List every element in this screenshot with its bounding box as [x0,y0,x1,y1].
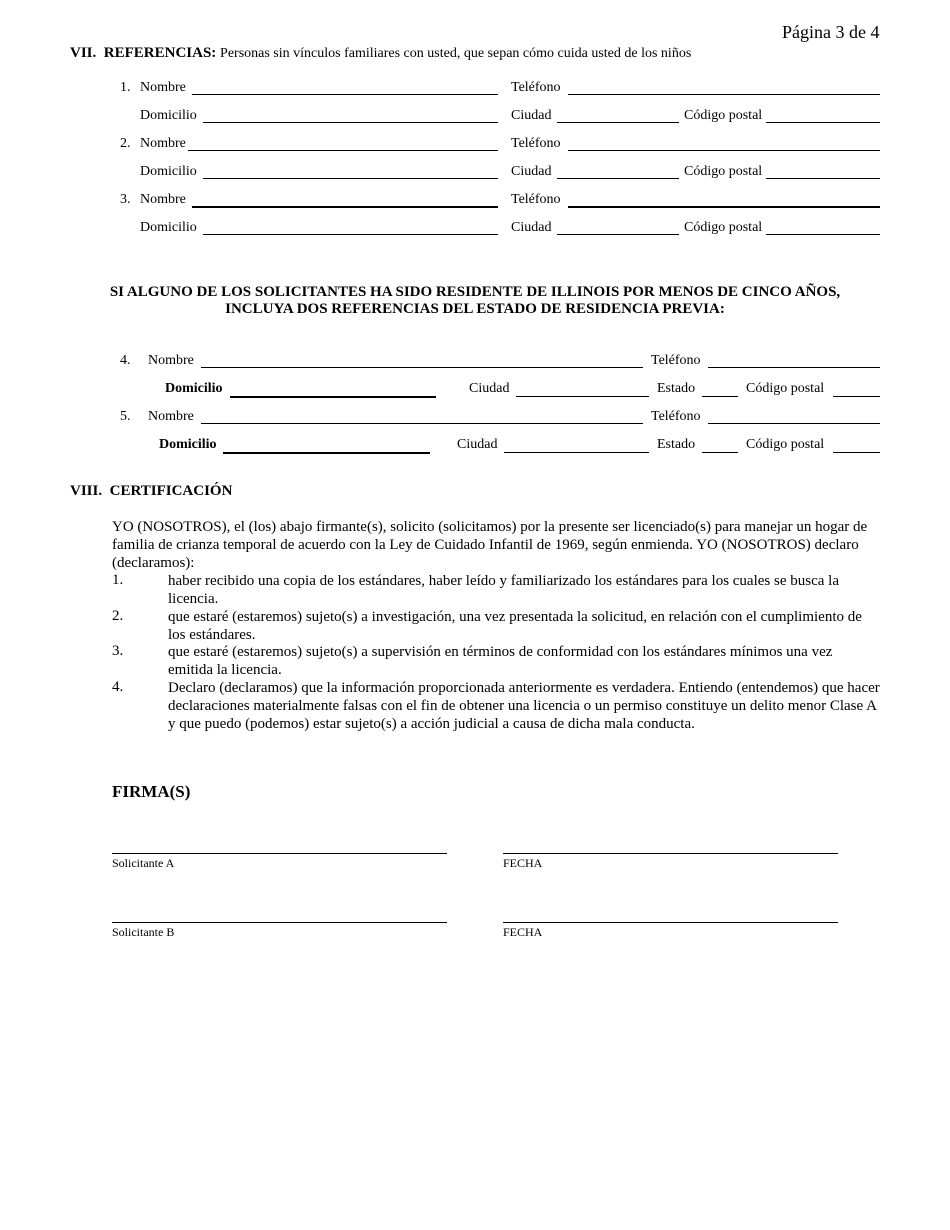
city-label: Ciudad [511,220,552,235]
section-7-title: REFERENCIAS: [103,45,217,61]
zip-field[interactable] [766,234,880,235]
cert-item-number: 4. [112,679,124,695]
cert-item-text: que estaré (estaremos) sujeto(s) a supervisión en términos de conformidad con los estándares mínimos una vez emitida la licencia. [168,644,833,678]
name-label: Nombre [148,409,194,424]
section-7-subtitle: Personas sin vínculos familiares con usted, que sepan cómo cuida usted de los niños [220,46,692,61]
date-a-line[interactable] [503,853,838,854]
city-field[interactable] [516,396,649,397]
city-label: Ciudad [469,381,510,396]
phone-label: Teléfono [651,353,701,368]
city-label: Ciudad [511,164,552,179]
certification-intro: YO (NOSOTROS), el (los) abajo firmante(s), solicito (solicitamos) por la presente ser licenciado(s) para manejar un hogar de familia de crianza temporal de acuerdo con la Ley de Cuidado Infantil de 1969, según enmienda. YO (NOSOTROS) declaro (declaramos): [112,519,868,571]
name-label: Nombre [140,192,186,207]
zip-field[interactable] [766,178,880,179]
applicant-a-signature-line[interactable] [112,853,447,854]
zip-label: Código postal [746,381,825,396]
phone-field[interactable] [568,94,880,95]
section-8-number: VIII. [70,483,103,499]
name-field[interactable] [192,94,498,95]
address-label: Domicilio [165,381,223,396]
phone-label: Teléfono [511,80,561,95]
address-label: Domicilio [140,108,197,123]
zip-field[interactable] [833,452,880,453]
phone-field[interactable] [708,423,880,424]
applicant-b-label: Solicitante B [112,925,175,939]
phone-label: Teléfono [511,136,561,151]
cert-item-text: Declaro (declaramos) que la información proporcionada anteriormente es verdadera. Entiendo (entendemos) que hacer declaraciones materialmente falsas con el fin de obtener una licencia o un permiso constituye un delito menor Clase A y que puedo (podemos) estar sujeto(s) a acción judicial a causa de dicha mala conducta. [168,680,880,732]
address-label: Domicilio [159,437,217,452]
city-label: Ciudad [511,108,552,123]
phone-label: Teléfono [511,192,561,207]
state-field[interactable] [702,452,738,453]
page-number: Página 3 de 4 [782,22,880,42]
city-label: Ciudad [457,437,498,452]
state-label: Estado [657,437,696,452]
city-field[interactable] [504,452,649,453]
ref-number: 5. [120,409,131,424]
zip-label: Código postal [684,108,763,123]
zip-field[interactable] [766,122,880,123]
city-field[interactable] [557,122,679,123]
city-field[interactable] [557,234,679,235]
illinois-notice-line-1: SI ALGUNO DE LOS SOLICITANTES HA SIDO RESIDENTE DE ILLINOIS POR MENOS DE CINCO AÑOS, [109,284,841,300]
name-label: Nombre [148,353,194,368]
zip-field[interactable] [833,396,880,397]
ref-number: 1. [120,80,131,95]
section-7-heading [70,45,691,62]
cert-item-number: 1. [112,572,124,588]
name-field[interactable] [201,423,643,424]
cert-item-text: que estaré (estaremos) sujeto(s) a investigación, una vez presentada la solicitud, en relación con el cumplimiento de los estándares. [168,609,862,643]
name-field[interactable] [192,206,498,208]
zip-label: Código postal [684,164,763,179]
state-label: Estado [657,381,696,396]
phone-field[interactable] [568,206,880,208]
applicant-b-signature-line[interactable] [112,922,447,923]
name-label: Nombre [140,136,186,151]
address-label: Domicilio [140,220,197,235]
section-8-title: CERTIFICACIÓN [109,483,233,499]
address-field[interactable] [203,178,498,179]
name-field[interactable] [201,367,643,368]
cert-item-text: haber recibido una copia de los estándares, haber leído y familiarizado los estándares para los cuales se busca la licencia. [168,573,839,607]
phone-field[interactable] [708,367,880,368]
cert-item-number: 3. [112,643,124,659]
ref-number: 3. [120,192,131,207]
illinois-notice-line-2: INCLUYA DOS REFERENCIAS DEL ESTADO DE RESIDENCIA PREVIA: [225,301,725,317]
ref-number: 2. [120,136,131,151]
signatures-title: FIRMA(S) [112,782,191,801]
zip-label: Código postal [746,437,825,452]
address-field[interactable] [230,396,436,398]
date-a-label: FECHA [503,856,543,870]
state-field[interactable] [702,396,738,397]
phone-label: Teléfono [651,409,701,424]
zip-label: Código postal [684,220,763,235]
name-field[interactable] [188,150,498,151]
section-8-heading [70,483,232,500]
address-field[interactable] [223,452,430,454]
ref-number: 4. [120,353,131,368]
phone-field[interactable] [568,150,880,151]
name-label: Nombre [140,80,186,95]
date-b-line[interactable] [503,922,838,923]
address-field[interactable] [203,234,498,235]
address-label: Domicilio [140,164,197,179]
cert-item-number: 2. [112,608,124,624]
date-b-label: FECHA [503,925,543,939]
city-field[interactable] [557,178,679,179]
address-field[interactable] [203,122,498,123]
applicant-a-label: Solicitante A [112,856,175,870]
section-7-number: VII. [70,45,97,61]
